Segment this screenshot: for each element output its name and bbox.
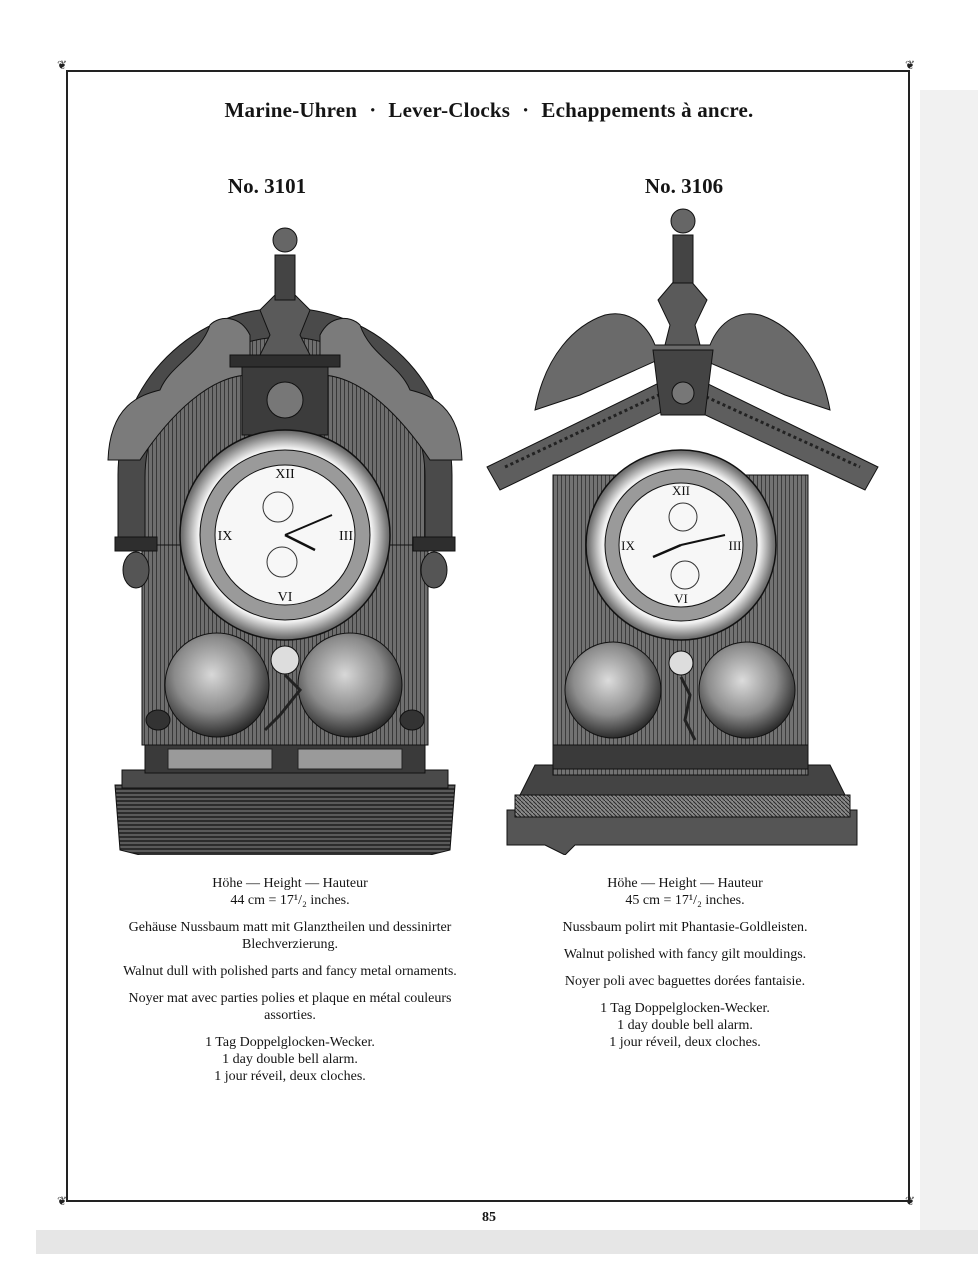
heading-fr: Echappements à ancre. [541,98,754,122]
heading-separator: · [369,98,377,122]
movement-de: 1 Tag Doppelglocken-Wecker. [205,1035,375,1050]
movement-fr: 1 jour réveil, deux cloches. [214,1069,366,1084]
height-label: Höhe — Height — Hauteur [607,876,763,891]
height-value: 45 cm = 17¹/₂ inches. [625,893,745,908]
movement-en: 1 day double bell alarm. [617,1018,753,1033]
frame-top-rule [66,70,910,73]
frame-bottom-rule [66,1200,910,1202]
svg-text:VI: VI [674,591,688,606]
movement-en: 1 day double bell alarm. [222,1052,358,1067]
case-en: Walnut dull with polished parts and fancy metal ornaments. [123,964,457,979]
heading-en: Lever-Clocks [388,98,511,122]
model-number-3101: No. 3101 [227,174,307,198]
movement-de: 1 Tag Doppelglocken-Wecker. [600,1001,770,1016]
page-heading [0,98,978,123]
clock-3106-illustration [485,205,880,855]
frame-right-rule [908,70,910,1202]
case-de: Nussbaum polirt mit Phantasie-Goldleisten. [562,920,808,935]
svg-text:III: III [728,538,742,553]
svg-text:XII: XII [275,467,295,482]
svg-text:III: III [339,529,353,544]
clock-3101-description [110,875,470,1085]
heading-separator: · [522,98,530,122]
corner-ornament-icon: ❦ [56,58,68,72]
case-de: Gehäuse Nussbaum matt mit Glanztheilen und dessinirter Blechverzierung. [128,920,452,952]
clock-3101-illustration [100,215,470,855]
page-number: 85 [482,1210,496,1225]
page-shadow [920,90,978,1230]
corner-ornament-icon: ❦ [56,1194,68,1208]
scan-edge [36,1230,978,1254]
case-fr: Noyer poli avec baguettes dorées fantaisie. [564,974,806,989]
svg-text:IX: IX [621,538,635,553]
svg-text:IX: IX [217,529,233,544]
case-en: Walnut polished with fancy gilt mouldings. [563,947,807,962]
case-fr: Noyer mat avec parties polies et plaque en métal couleurs assorties. [128,991,452,1023]
movement-fr: 1 jour réveil, deux cloches. [609,1035,761,1050]
heading-de: Marine-Uhren [224,98,358,122]
height-value: 44 cm = 17¹/₂ inches. [230,893,350,908]
corner-ornament-icon: ❦ [904,58,916,72]
svg-text:XII: XII [671,483,691,498]
svg-text:VI: VI [277,590,293,605]
corner-ornament-icon: ❦ [904,1194,916,1208]
height-label: Höhe — Height — Hauteur [212,876,368,891]
frame-left-rule [66,70,68,1202]
clock-3106-description [520,875,850,1051]
model-number-3106: No. 3106 [644,174,724,198]
